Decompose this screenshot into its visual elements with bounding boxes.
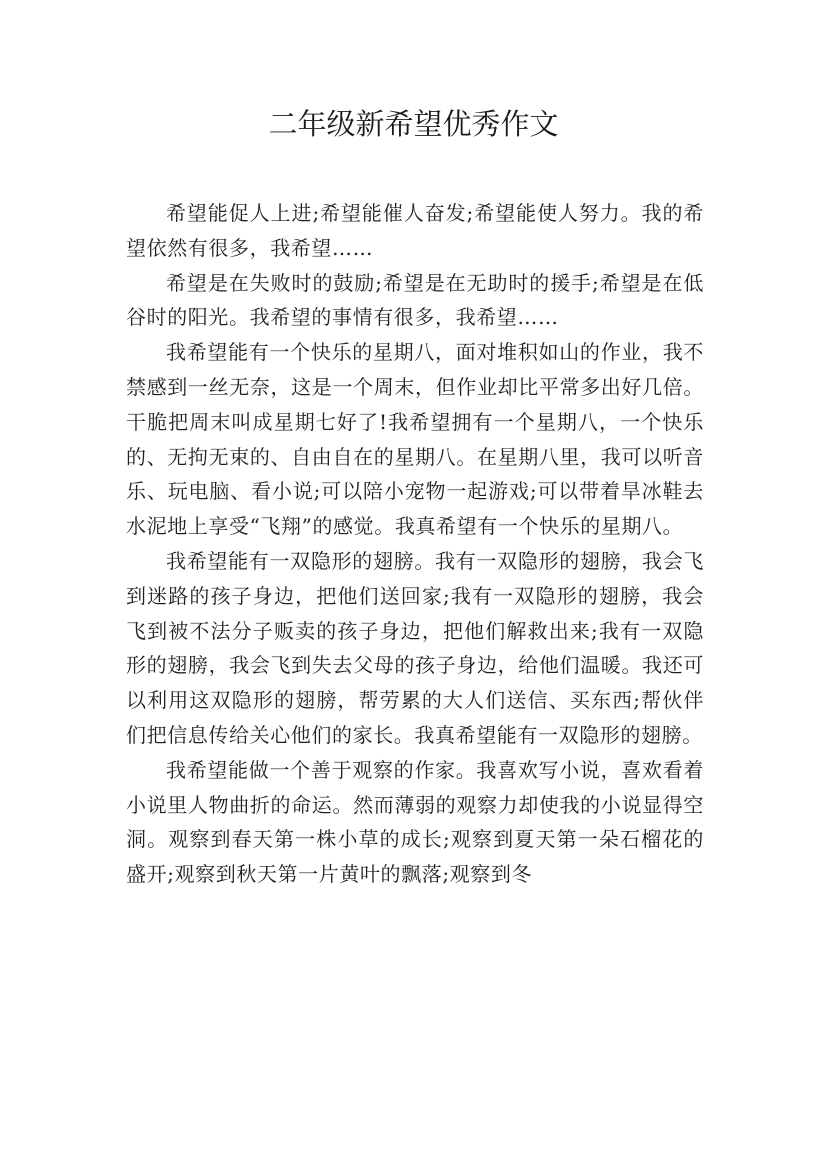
document-body xyxy=(126,196,704,892)
paragraph-5: 我希望能做一个善于观察的作家。我喜欢写小说，喜欢看着小说里人物曲折的命运。然而薄弱的观察力却使我的小说显得空洞。观察到春天第一株小草的成长;观察到夏天第一朵石榴花的盛开;观察到秋天第一片黄叶的飘落;观察到冬 xyxy=(126,757,704,887)
document-title: 二年级新希望优秀作文 xyxy=(268,107,559,141)
paragraph-4: 我希望能有一双隐形的翅膀。我有一双隐形的翅膀，我会飞到迷路的孩子身边，把他们送回家;我有一双隐形的翅膀，我会飞到被不法分子贩卖的孩子身边，把他们解救出来;我有一双隐形的翅膀，我会飞到失去父母的孩子身边，给他们温暖。我还可以利用这双隐形的翅膀，帮劳累的大人们送信、买东西;帮伙伴们把信息传给关心他们的家长。我真希望能有一双隐形的翅膀。 xyxy=(126,548,704,747)
paragraph-2: 希望是在失败时的鼓励;希望是在无助时的援手;希望是在低谷时的阳光。我希望的事情有很多，我希望…… xyxy=(126,270,704,330)
paragraph-3: 我希望能有一个快乐的星期八，面对堆积如山的作业，我不禁感到一丝无奈，这是一个周末，但作业却比平常多出好几倍。干脆把周末叫成星期七好了!我希望拥有一个星期八，一个快乐的、无拘无束的、自由自在的星期八。在星期八里，我可以听音乐、玩电脑、看小说;可以陪小宠物一起游戏;可以带着旱冰鞋去水泥地上享受“飞翔”的感觉。我真希望有一个快乐的星期八。 xyxy=(126,340,704,539)
paragraph-1: 希望能促人上进;希望能催人奋发;希望能使人努力。我的希望依然有很多，我希望…… xyxy=(126,201,704,260)
